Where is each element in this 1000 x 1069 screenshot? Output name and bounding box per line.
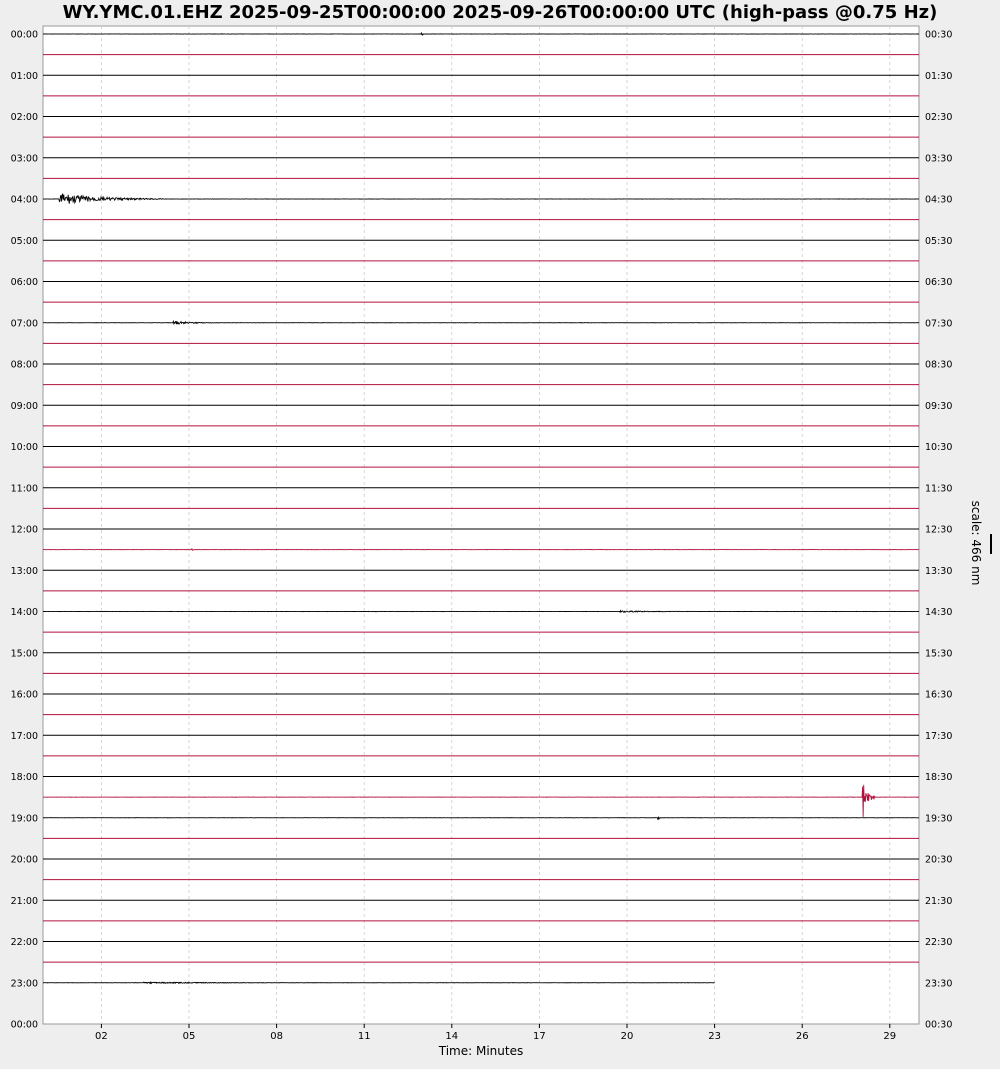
left-time-labels: [11, 30, 38, 1031]
right-time-label: 11:30: [925, 483, 953, 495]
left-time-label: 10:00: [10, 442, 38, 453]
x-axis-label: Time: Minutes: [438, 1044, 524, 1058]
left-time-label: 15:00: [10, 648, 38, 660]
x-tick-label: 11: [357, 1031, 371, 1042]
x-tick-label: 14: [445, 1031, 459, 1042]
right-time-label: 19:30: [925, 813, 953, 825]
right-time-label: 23:30: [925, 978, 953, 990]
right-time-label: 03:30: [925, 153, 953, 165]
left-time-label: 22:00: [10, 937, 38, 948]
x-axis-ticks: [95, 1024, 896, 1042]
left-time-label: 05:00: [10, 235, 38, 247]
scale-label: scale: 466 nm: [969, 500, 983, 586]
left-time-label: 19:00: [10, 813, 38, 825]
left-time-label: 00:00: [10, 29, 38, 41]
left-time-label: 23:00: [10, 978, 38, 990]
right-time-label: 07:30: [925, 318, 953, 330]
right-time-labels: [925, 30, 952, 1031]
right-time-label: 17:30: [925, 730, 953, 742]
x-tick-label: 08: [270, 1031, 283, 1042]
left-time-label: 13:00: [10, 565, 38, 577]
right-time-label: 05:30: [925, 235, 953, 247]
x-tick-label: 29: [883, 1031, 897, 1042]
right-time-label: 22:30: [925, 937, 953, 948]
x-tick-label: 05: [182, 1031, 196, 1042]
left-time-label: 20:00: [10, 854, 38, 866]
right-time-label: 09:30: [925, 400, 953, 412]
chart-title: WY.YMC.01.EHZ 2025-09-25T00:00:00 2025-09-26T00:00:00 UTC (high-pass @0.75 Hz): [62, 2, 938, 23]
right-time-label: 08:30: [925, 359, 953, 371]
right-time-label: 04:30: [925, 194, 953, 206]
left-time-label: 16:00: [10, 689, 38, 701]
right-time-label: 21:30: [925, 895, 953, 907]
left-time-label: 04:00: [10, 194, 38, 206]
left-time-label: 09:00: [10, 400, 38, 412]
left-time-label: 11:00: [10, 483, 38, 495]
right-time-label: 14:30: [925, 607, 953, 618]
right-time-label: 00:30: [925, 1019, 953, 1031]
right-time-label: 16:30: [925, 689, 953, 701]
left-time-label: 00:00: [10, 1019, 38, 1031]
left-time-label: 18:00: [10, 772, 38, 783]
right-time-label: 10:30: [925, 442, 953, 453]
left-time-label: 03:00: [10, 153, 38, 165]
right-time-label: 18:30: [925, 772, 953, 783]
left-time-label: 01:00: [10, 70, 38, 82]
x-tick-label: 23: [708, 1031, 721, 1042]
right-time-label: 00:30: [925, 29, 953, 41]
left-time-label: 08:00: [10, 359, 38, 371]
x-tick-label: 20: [620, 1031, 634, 1042]
left-time-label: 12:00: [10, 524, 38, 536]
right-time-label: 02:30: [925, 112, 953, 123]
plot-area: [43, 26, 919, 1024]
left-time-label: 14:00: [10, 607, 38, 618]
left-time-label: 17:00: [10, 730, 38, 742]
right-time-label: 01:30: [925, 70, 953, 82]
left-time-label: 21:00: [10, 895, 38, 907]
left-time-label: 07:00: [10, 318, 38, 330]
right-time-label: 20:30: [925, 854, 953, 866]
right-time-label: 13:30: [925, 565, 953, 577]
right-time-label: 15:30: [925, 648, 953, 660]
right-time-label: 06:30: [925, 277, 953, 288]
x-tick-label: 26: [795, 1031, 809, 1042]
right-time-label: 12:30: [925, 524, 953, 536]
x-tick-label: 17: [533, 1031, 546, 1042]
x-tick-label: 02: [95, 1031, 108, 1042]
left-time-label: 06:00: [10, 277, 38, 288]
left-time-label: 02:00: [10, 112, 38, 123]
